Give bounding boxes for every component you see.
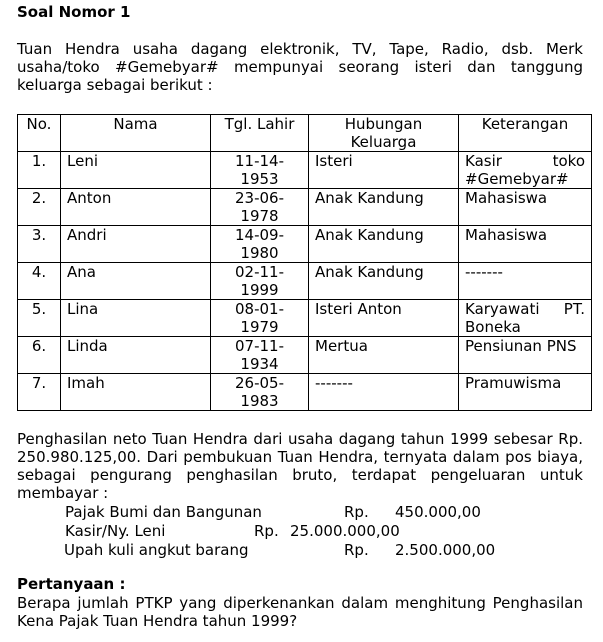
table-header-row xyxy=(18,115,592,152)
income-paragraph: Penghasilan neto Tuan Hendra dari usaha dagang tahun 1999 sebesar Rp. 250.980.125,00. Dari pembukuan Tuan Hendra, ternyata dalam pos biaya, sebagai pengurang penghasilan bruto, terdapat pengeluaran untuk membayar : xyxy=(17,430,583,502)
cell-no: 6. xyxy=(18,337,61,374)
cell-no: 5. xyxy=(18,300,61,337)
expense-label: Upah kuli angkut barang xyxy=(64,541,249,559)
cell-tgl: 07-11-1934 xyxy=(211,337,309,374)
cell-no: 1. xyxy=(18,152,61,189)
cell-nama: Linda xyxy=(61,337,211,374)
cell-keterangan: Karyawati PT. Boneka xyxy=(459,300,592,337)
cell-keterangan: ------- xyxy=(459,263,592,300)
cell-tgl: 26-05-1983 xyxy=(211,374,309,411)
expense-currency: Rp. xyxy=(344,541,369,559)
cell-hubungan: Anak Kandung xyxy=(309,226,459,263)
expense-label: Kasir/Ny. Leni xyxy=(65,522,166,540)
cell-tgl: 23-06-1978 xyxy=(211,189,309,226)
table-row xyxy=(18,226,592,263)
table-row xyxy=(18,152,592,189)
cell-hubungan: Anak Kandung xyxy=(309,189,459,226)
cell-tgl: 11-14-1953 xyxy=(211,152,309,189)
table-row xyxy=(18,300,592,337)
question-heading: Pertanyaan : xyxy=(17,575,126,593)
header-nama: Nama xyxy=(61,115,211,152)
header-hubungan: Hubungan Keluarga xyxy=(309,115,459,152)
cell-nama: Leni xyxy=(61,152,211,189)
table-row xyxy=(18,263,592,300)
expense-currency: Rp. xyxy=(344,503,369,521)
question-paragraph: Berapa jumlah PTKP yang diperkenankan dalam menghitung Penghasilan Kena Pajak Tuan Hendra tahun 1999? xyxy=(17,594,583,630)
cell-tgl: 02-11-1999 xyxy=(211,263,309,300)
cell-keterangan: Pramuwisma xyxy=(459,374,592,411)
cell-nama: Anton xyxy=(61,189,211,226)
expense-label: Pajak Bumi dan Bangunan xyxy=(65,503,262,521)
expense-amount: 2.500.000,00 xyxy=(395,541,496,559)
cell-nama: Andri xyxy=(61,226,211,263)
intro-paragraph: Tuan Hendra usaha dagang elektronik, TV, Tape, Radio, dsb. Merk usaha/toko #Gemebyar# mempunyai seorang isteri dan tanggung keluarga sebagai berikut : xyxy=(17,40,583,94)
cell-keterangan: Mahasiswa xyxy=(459,226,592,263)
cell-hubungan: Isteri xyxy=(309,152,459,189)
cell-keterangan: Pensiunan PNS xyxy=(459,337,592,374)
table-row xyxy=(18,374,592,411)
table-row xyxy=(18,189,592,226)
cell-keterangan: Kasir toko #Gemebyar# xyxy=(459,152,592,189)
cell-tgl: 14-09-1980 xyxy=(211,226,309,263)
cell-nama: Imah xyxy=(61,374,211,411)
cell-hubungan: Mertua xyxy=(309,337,459,374)
table-row xyxy=(18,337,592,374)
cell-nama: Lina xyxy=(61,300,211,337)
expense-amount: 25.000.000,00 xyxy=(290,522,400,540)
cell-hubungan: ------- xyxy=(309,374,459,411)
cell-hubungan: Anak Kandung xyxy=(309,263,459,300)
cell-no: 2. xyxy=(18,189,61,226)
expense-amount: 450.000,00 xyxy=(395,503,481,521)
cell-no: 7. xyxy=(18,374,61,411)
cell-keterangan: Mahasiswa xyxy=(459,189,592,226)
family-table xyxy=(17,114,592,411)
expense-currency: Rp. xyxy=(254,522,279,540)
header-tgl-lahir: Tgl. Lahir xyxy=(211,115,309,152)
cell-no: 4. xyxy=(18,263,61,300)
header-keterangan: Keterangan xyxy=(459,115,592,152)
problem-title: Soal Nomor 1 xyxy=(17,3,131,21)
cell-tgl: 08-01-1979 xyxy=(211,300,309,337)
header-no: No. xyxy=(18,115,61,152)
cell-no: 3. xyxy=(18,226,61,263)
cell-hubungan: Isteri Anton xyxy=(309,300,459,337)
cell-nama: Ana xyxy=(61,263,211,300)
